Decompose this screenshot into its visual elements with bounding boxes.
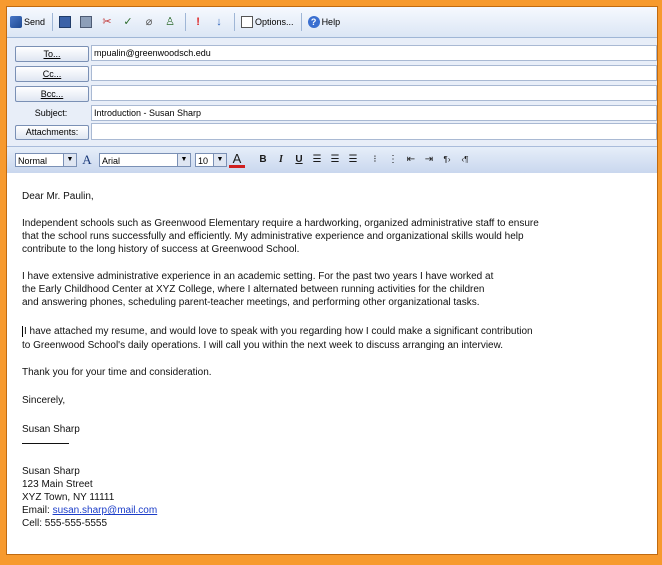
email-label: Email: [22,505,53,516]
rtl-icon[interactable]: ‹¶ [461,155,469,164]
options-label: Options... [255,17,294,27]
to-field[interactable]: mpualin@greenwoodsch.edu [91,45,657,61]
high-importance-icon: ! [196,16,200,28]
low-importance-icon: ↓ [216,16,222,28]
scissors-icon: ✂ [102,16,112,28]
bcc-field[interactable] [91,85,657,101]
options-button[interactable] [238,12,297,32]
send-button[interactable] [7,12,48,32]
high-importance-button[interactable] [189,12,209,32]
email-link[interactable]: susan.sharp@mail.com [52,505,158,516]
cc-button-label: Cc... [42,69,62,79]
paragraph-1-line-2: that the school runs successfully and efficiently. My administrative experience and organizational skills would help [22,231,524,242]
formatting-toolbar [7,146,657,174]
paragraph-2-line-2: the Early Childhood Center at XYZ College, where I alternated between running activities for the children [22,284,485,295]
toolbar-divider [52,13,53,31]
thanks-line: Thank you for your time and consideration. [22,367,212,378]
help-icon: ? [308,16,320,28]
save-icon [59,16,71,28]
subject-field[interactable]: Introduction - Susan Sharp [91,105,657,121]
email-compose-window [6,6,658,555]
font-size-select[interactable] [195,153,227,167]
text-cursor [22,326,23,337]
paragraph-3-line-1 [22,326,533,338]
toolbar-divider [301,13,302,31]
bcc-row [7,84,657,104]
options-icon [241,16,253,28]
signature-line [22,443,69,444]
font-select[interactable] [99,153,191,167]
message-body[interactable] [7,173,657,554]
attachments-button[interactable]: Attachments: [15,125,89,140]
contact-cell: Cell: 555-555-5555 [22,518,108,529]
decrease-indent-icon[interactable]: ⇤ [406,154,416,165]
print-icon [80,16,92,28]
numbering-icon[interactable]: ⋮ [388,154,398,165]
help-label: Help [321,17,341,27]
bcc-button-label: Bcc... [40,89,64,99]
chevron-down-icon: ▼ [177,154,190,166]
send-label: Send [24,17,46,27]
subject-label: Subject: [34,108,68,118]
font-color-a-icon[interactable]: A [82,152,92,167]
toolbar [7,7,657,38]
help-button[interactable] [305,12,344,32]
subject-row [7,104,657,124]
address-book-button[interactable] [161,12,181,32]
contact-street: 123 Main Street [22,479,93,490]
paragraph-2-line-1: I have extensive administrative experience in an academic setting. For the past two years I have worked at [22,271,494,282]
contact-email [22,505,157,517]
print-button[interactable] [77,12,97,32]
paragraph-3-line-1-text: I have attached my resume, and would love to speak with you regarding how I could make a significant contribution [24,326,533,338]
ltr-icon[interactable]: ¶› [443,155,451,164]
bold-button[interactable]: B [259,154,267,165]
contact-city: XYZ Town, NY 11111 [22,492,115,503]
save-button[interactable] [56,12,76,32]
attach-button[interactable] [140,12,160,32]
underline-button[interactable]: U [295,154,303,165]
cc-field[interactable] [91,65,657,81]
paragraph-1-line-3: contribute to the long history of success at Greenwood School. [22,244,300,255]
cc-row [7,64,657,84]
toolbar-divider [185,13,186,31]
align-left-icon[interactable]: ☰ [312,154,322,165]
paragraph-3-line-2: to Greenwood School's daily operations. I will call you within the next week to discuss arranging an interview. [22,340,504,351]
bullets-icon[interactable]: ⁝ [373,154,377,165]
increase-indent-icon[interactable]: ⇥ [424,154,434,165]
chevron-down-icon: ▼ [213,154,226,166]
chevron-down-icon: ▼ [63,154,76,166]
attachments-field[interactable] [91,123,657,140]
style-select-value: Normal [18,156,48,166]
to-button[interactable] [15,46,89,62]
contact-name: Susan Sharp [22,466,80,477]
style-select[interactable] [15,153,77,167]
font-select-value: Arial [102,156,121,166]
to-button-label: To... [43,49,61,59]
low-importance-button[interactable] [210,12,230,32]
italic-button[interactable]: I [279,154,283,165]
cut-button[interactable] [98,12,118,32]
spellcheck-button[interactable] [119,12,139,32]
address-book-icon: ♙ [165,16,175,28]
signature-name: Susan Sharp [22,424,80,435]
spellcheck-icon: ✓ [123,16,133,28]
closing: Sincerely, [22,395,66,406]
bcc-button[interactable] [15,86,89,102]
send-icon [10,16,22,28]
greeting: Dear Mr. Paulin, [22,191,94,202]
paragraph-2-line-3: and answering phones, scheduling parent-teacher meetings, and performing other organizational tasks. [22,297,480,308]
message-header [7,38,657,146]
align-right-icon[interactable]: ☰ [348,154,358,165]
to-row [7,44,657,64]
toolbar-divider [234,13,235,31]
attachments-row [7,123,657,143]
text-color-icon[interactable]: A [229,152,245,168]
paperclip-icon: ⌀ [145,16,153,28]
font-size-value: 10 [198,156,209,166]
paragraph-1-line-1: Independent schools such as Greenwood Elementary require a hardworking, organized administrative staff to ensure [22,218,539,229]
align-center-icon[interactable]: ☰ [330,154,340,165]
cc-button[interactable] [15,66,89,82]
